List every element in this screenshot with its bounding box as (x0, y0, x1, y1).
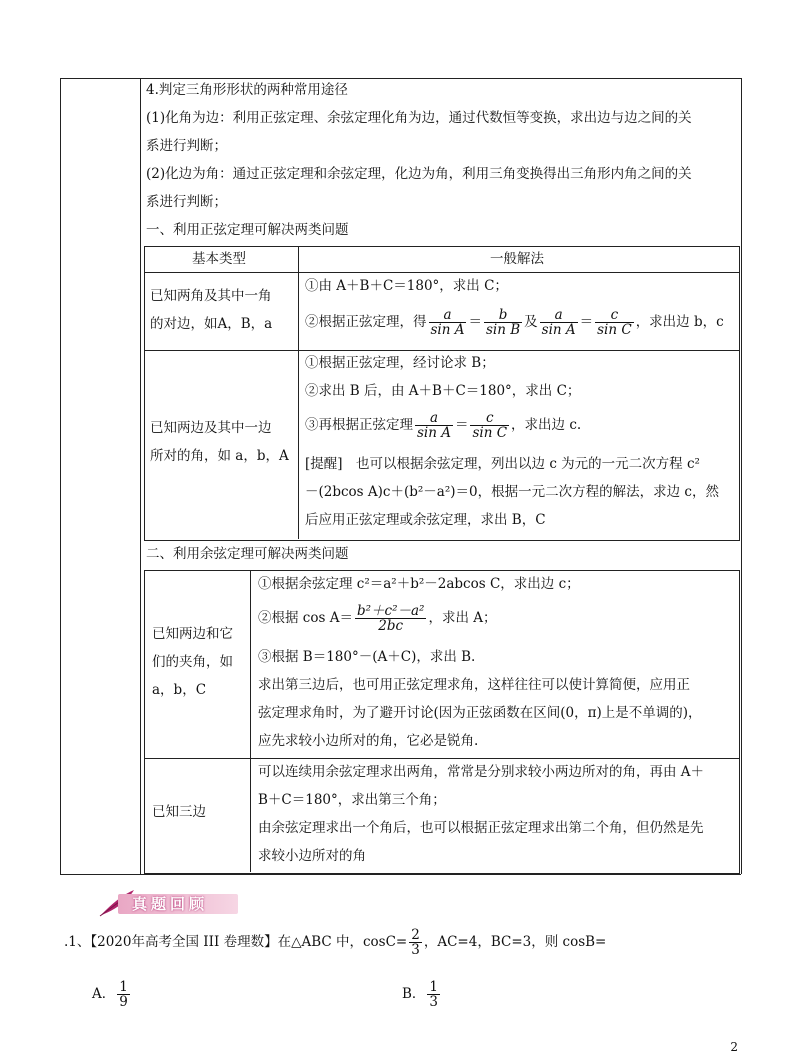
frac-den: sin A (430, 322, 465, 338)
cos-row2-step2: B＋C＝180°，求出第三个角； (258, 792, 446, 808)
sine-col-header-type: 基本类型 (192, 251, 246, 267)
outer-divider (140, 78, 141, 874)
sine-row2-type-b: 所对的角，如 a，b，A (150, 448, 289, 464)
cos-row2-step1: 可以连续用余弦定理求出两角，常常是分别求较小两边所对的角，再由 A＋ (258, 764, 705, 780)
option-a-label: A． (92, 986, 116, 1002)
frac-den: sin C (597, 322, 632, 338)
fraction-cosA (355, 604, 427, 633)
cos-row-line (144, 758, 739, 759)
option-b-label: B． (402, 986, 426, 1002)
frac-den: sin A (541, 322, 576, 338)
sine-row2-note2: －(2bcos A)c＋(b²－a²)＝0，根据一元二次方程的解法，求边 c，然 (305, 484, 719, 500)
fraction-two-thirds (409, 928, 422, 957)
cos-row1-step1: ①根据余弦定理 c²＝a²＋b²－2abcos C，求出边 c； (258, 576, 580, 592)
fraction-b-over-sinB (484, 308, 522, 337)
cos-row1-note1: 求出第三边后，也可用正弦定理求角，这样往往可以使计算简便，应用正 (258, 677, 690, 693)
paragraph-1b: 系进行判断； (146, 138, 227, 154)
cos-row2-step4: 求较小边所对的角 (258, 848, 366, 864)
sine-row2-step3-pre: ③再根据正弦定理 (305, 417, 413, 433)
frac-num: a (415, 411, 453, 426)
cos-row1-step2 (258, 598, 497, 638)
sine-row1-step2-post: ，求出边 b，c (635, 314, 724, 330)
sine-row1-type-a: 已知两角及其中一角 (150, 288, 272, 304)
cos-col-line (250, 570, 251, 872)
sine-row1-step2 (305, 302, 724, 342)
question-text-post: ，AC=4，BC=3，则 cosB= (423, 934, 607, 950)
option-a[interactable] (92, 974, 132, 1014)
paragraph-1a: (1)化角为边：利用正弦定理、余弦定理化角为边，通过代数恒等变换，求出边与边之间的关 (146, 110, 692, 126)
cos-row1-step3: ③根据 B＝180°－(A＋C)，求出 B. (258, 649, 476, 665)
frac-num: 1 (119, 979, 128, 995)
equals: ＝ (468, 314, 482, 330)
sine-row-line-1 (144, 272, 739, 273)
cos-row1-note3: 应先求较小边所对的角，它必是锐角. (258, 733, 479, 749)
frac-den: 3 (429, 994, 439, 1010)
sine-col-header-method: 一般解法 (490, 251, 544, 267)
frac-den: 2bc (378, 618, 404, 634)
frac-num: c (595, 308, 634, 323)
cos-row1-note2: 弦定理求角时，为了避开讨论(因为正弦函数在区间(0，π)上是不单调的)， (258, 705, 702, 721)
sine-col-line (298, 246, 299, 539)
sine-row2-step1: ①根据正弦定理，经讨论求 B； (305, 355, 495, 371)
frac-num: 2 (411, 927, 420, 943)
frac-num: 1 (429, 979, 439, 995)
fraction-c-over-sinC (595, 308, 634, 337)
question-1 (64, 922, 606, 962)
cos-row1-type-c: a，b，C (152, 682, 207, 698)
sine-row2-note3: 后应用正弦定理或余弦定理，求出 B，C (305, 512, 546, 528)
question-text-pre: .1、【2020年高考全国 III 卷理数】在△ABC 中，cosC= (64, 934, 408, 950)
fraction-a-over-sinA-2 (540, 308, 578, 337)
outer-top-border (60, 78, 741, 79)
sine-row2-step2: ②求出 B 后，由 A＋B＋C＝180°，求出 C； (305, 383, 581, 399)
sine-row-line-2 (144, 350, 739, 351)
sine-row2-step3 (305, 405, 581, 445)
equals: ＝ (579, 314, 594, 330)
fraction-a-over-sinA-3 (415, 411, 453, 440)
outer-left-border (60, 78, 61, 874)
cos-heading: 二、利用余弦定理可解决两类问题 (146, 546, 349, 562)
cos-row1-step2-post: ，求出 A； (428, 610, 497, 626)
sine-row1-step2-pre: ②根据正弦定理，得 (305, 314, 427, 330)
sine-row1-type-b: 的对边，如A，B，a (150, 316, 273, 332)
frac-num: b²＋c²－a² (356, 603, 425, 619)
frac-den: 3 (411, 942, 420, 958)
sine-row1-step1: ①由 A＋B＋C＝180°，求出 C； (305, 278, 508, 294)
sine-row2-step3-post: ，求出边 c. (511, 417, 582, 433)
cos-row1-type-a: 已知两边和它 (152, 626, 233, 642)
option-a-fraction (117, 980, 130, 1009)
frac-num: a (429, 308, 467, 323)
cos-row2-type: 已知三边 (152, 804, 206, 820)
sine-heading: 一、利用正弦定理可解决两类问题 (146, 222, 349, 238)
paragraph-2b: 系进行判断； (146, 194, 227, 210)
outer-right-border (741, 78, 742, 874)
fraction-a-over-sinA (429, 308, 467, 337)
cos-row1-step2-pre: ②根据 cos A＝ (258, 610, 353, 626)
frac-den: sin B (485, 322, 521, 338)
sine-row2-note1: [提醒] 也可以根据余弦定理，列出以边 c 为元的一元二次方程 c² (305, 456, 700, 472)
sine-row2-type-a: 已知两边及其中一边 (150, 420, 272, 436)
frac-num: a (540, 308, 578, 323)
frac-num: b (484, 308, 522, 323)
option-b-fraction (427, 980, 440, 1009)
frac-den: 9 (119, 994, 128, 1010)
option-b[interactable] (402, 974, 442, 1014)
section-title: 4.判定三角形形状的两种常用途径 (146, 82, 348, 98)
cos-row2-step3: 由余弦定理求出一个角后，也可以根据正弦定理求出第二个角，但仍然是先 (258, 820, 704, 836)
frac-den: sin C (472, 425, 508, 441)
frac-den: sin A (417, 425, 451, 441)
equals: ＝ (454, 417, 469, 433)
banner-label: 真题回顾 (132, 895, 209, 913)
cos-row1-type-b: 们的夹角，如 (152, 654, 233, 670)
paragraph-2a: (2)化边为角：通过正弦定理和余弦定理，化边为角，利用三角变换得出三角形内角之间的关 (146, 166, 692, 182)
page-number: 2 (730, 1040, 738, 1054)
frac-num: c (470, 411, 509, 426)
outer-bottom-border (60, 874, 741, 875)
section-banner (96, 888, 246, 918)
sine-row1-step2-mid: 及 (524, 314, 538, 330)
fraction-c-over-sinC-2 (470, 411, 509, 440)
